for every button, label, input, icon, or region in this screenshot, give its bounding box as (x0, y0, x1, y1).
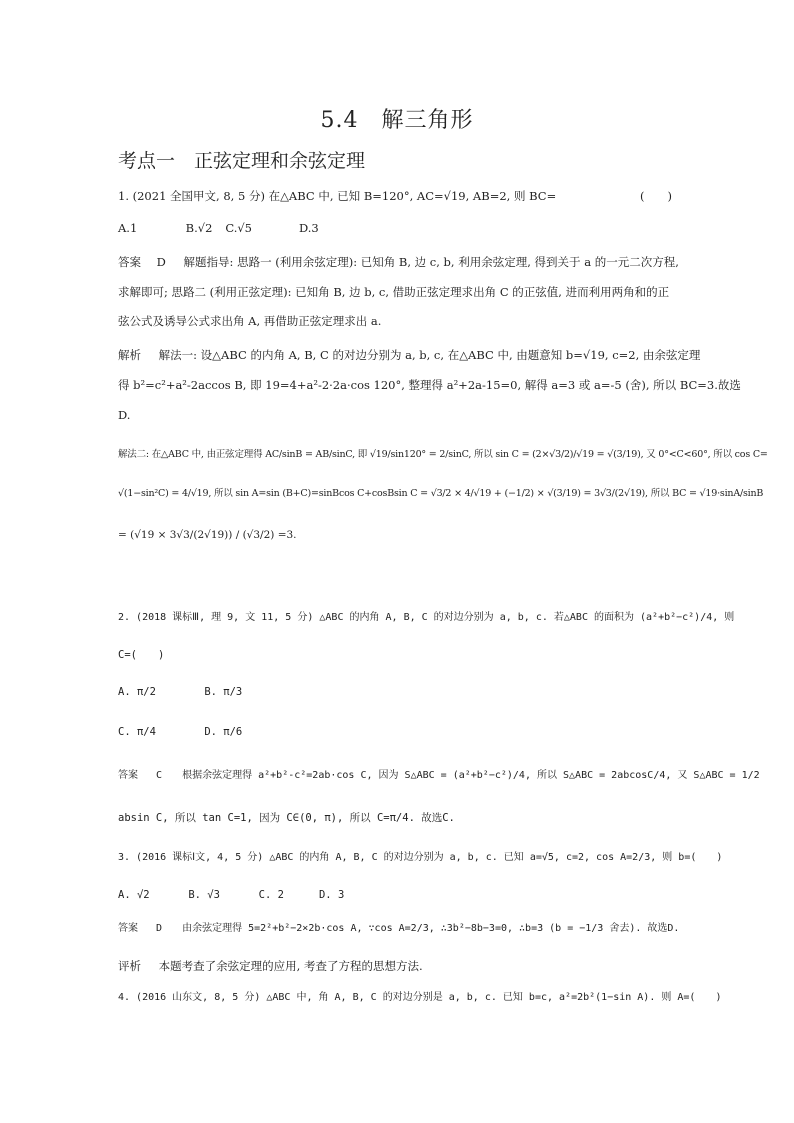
q1-option-b: B.√2 (185, 221, 213, 235)
q1-answer-paren: ( ) (640, 189, 672, 203)
section-heading: 考点一 正弦定理和余弦定理 (118, 150, 366, 172)
q3-answer-value: D (156, 923, 163, 934)
q3-answer-label: 答案 (118, 923, 138, 934)
q1-hint-1: 解题指导: 思路一 (利用余弦定理): 已知角 B, 边 c, b, 利用余弦定理, 得到关于 a 的一元二次方程, (183, 255, 679, 269)
q2-solution-2: absin C, 所以 tan C=1, 因为 C∈(0, π), 所以 C=π/4. 故选C. (118, 812, 455, 824)
q2-stem: 2. (2018 课标Ⅲ, 理 9, 文 11, 5 分) △ABC 的内角 A, B, C 的对边分别为 a, b, c. 若△ABC 的面积为 (a²+b²−c²)/4, 则 (118, 612, 735, 623)
q3-solution-line (118, 921, 679, 937)
q3-review-line (118, 958, 423, 974)
q1-analysis-line-1 (118, 347, 700, 363)
q1-hint-line-1 (118, 254, 679, 270)
q1-method2-line-3: = (√19 × 3√3/(2√19)) / (√3/2) =3. (118, 529, 297, 541)
q3-option-a: A. √2 (118, 889, 150, 901)
q2-answer-label: 答案 (118, 770, 138, 781)
q1-answer-value: D (156, 255, 166, 269)
q1-method2-line-2: √(1−sin²C) = 4/√19, 所以 sin A=sin (B+C)=sinBcos C+cosBsin C = √3/2 × 4/√19 + (−1/2) × √(3/19) = 3√3/(2√19), 所以 BC = √19·sinA/sinB (118, 488, 764, 499)
q1-option-d: D.3 (298, 221, 319, 235)
q3-review: 本题考查了余弦定理的应用, 考查了方程的思想方法. (158, 959, 423, 973)
q2-options-row-1 (118, 684, 242, 700)
q1-options (118, 220, 319, 236)
q2-answer-value: C (156, 770, 163, 781)
q3-stem: 3. (2016 课标Ⅰ文, 4, 5 分) △ABC 的内角 A, B, C 的对边分别为 a, b, c. 已知 a=√5, c=2, cos A=2/3, 则 b=( ) (118, 852, 723, 863)
q3-review-label: 评析 (118, 959, 141, 973)
q3-option-c: C. 2 (258, 889, 284, 901)
q1-option-c: C.√5 (225, 221, 253, 235)
q1-analysis-label: 解析 (118, 348, 141, 362)
q2-option-c: C. π/4 (118, 726, 156, 738)
q1-hint-3: 弦公式及诱导公式求出角 A, 再借助正弦定理求出 a. (118, 314, 382, 328)
q1-analysis-3: D. (118, 408, 131, 422)
q1-hint-2: 求解即可; 思路二 (利用正弦定理): 已知角 B, 边 b, c, 借助正弦定理求出角 C 的正弦值, 进而利用两角和的正 (118, 285, 670, 299)
q1-method2-line-1: 解法二: 在△ABC 中, 由正弦定理得 AC/sinB = AB/sinC, 即 √19/sin120° = 2/sinC, 所以 sin C = (2×√3/2)/√19 = √(3/19), 又 0°<C<60°, 所以 cos C= (118, 449, 768, 460)
q2-option-b: B. π/3 (204, 686, 243, 698)
q3-options (118, 887, 344, 903)
page-title: 5.4 解三角形 (320, 108, 474, 133)
q1-answer-label: 答案 (118, 255, 141, 269)
q2-stem-2: C=( ) (118, 649, 165, 661)
q1-analysis-1: 解法一: 设△ABC 的内角 A, B, C 的对边分别为 a, b, c, 在△ABC 中, 由题意知 b=√19, c=2, 由余弦定理 (158, 348, 701, 362)
q2-options-row-2 (118, 724, 242, 740)
q2-option-a: A. π/2 (118, 686, 156, 698)
q1-stem: 1. (2021 全国甲文, 8, 5 分) 在△ABC 中, 已知 B=120°, AC=√19, AB=2, 则 BC= (118, 189, 557, 203)
q3-option-d: D. 3 (318, 889, 345, 901)
q4-stem: 4. (2016 山东文, 8, 5 分) △ABC 中, 角 A, B, C 的对边分别是 a, b, c. 已知 b=c, a²=2b²(1−sin A). 则 A=( ) (118, 992, 722, 1003)
q1-analysis-2: 得 b²=c²+a²-2accos B, 即 19=4+a²-2·2a·cos 120°, 整理得 a²+2a-15=0, 解得 a=3 或 a=-5 (舍), 所以 BC=3.故选 (118, 378, 741, 392)
q3-solution: 由余弦定理得 5=2²+b²−2×2b·cos A, ∵cos A=2/3, ∴3b²−8b−3=0, ∴b=3 (b = −1/3 舍去). 故选D. (182, 923, 680, 934)
q1-option-a: A.1 (118, 221, 138, 235)
q3-option-b: B. √3 (188, 889, 220, 901)
q2-solution-1: 根据余弦定理得 a²+b²-c²=2ab·cos C, 因为 S△ABC = (a²+b²−c²)/4, 所以 S△ABC = 2abcosC/4, 又 S△ABC = 1/2 (182, 770, 760, 781)
q2-option-d: D. π/6 (204, 726, 243, 738)
q2-solution-line-1 (118, 768, 760, 784)
